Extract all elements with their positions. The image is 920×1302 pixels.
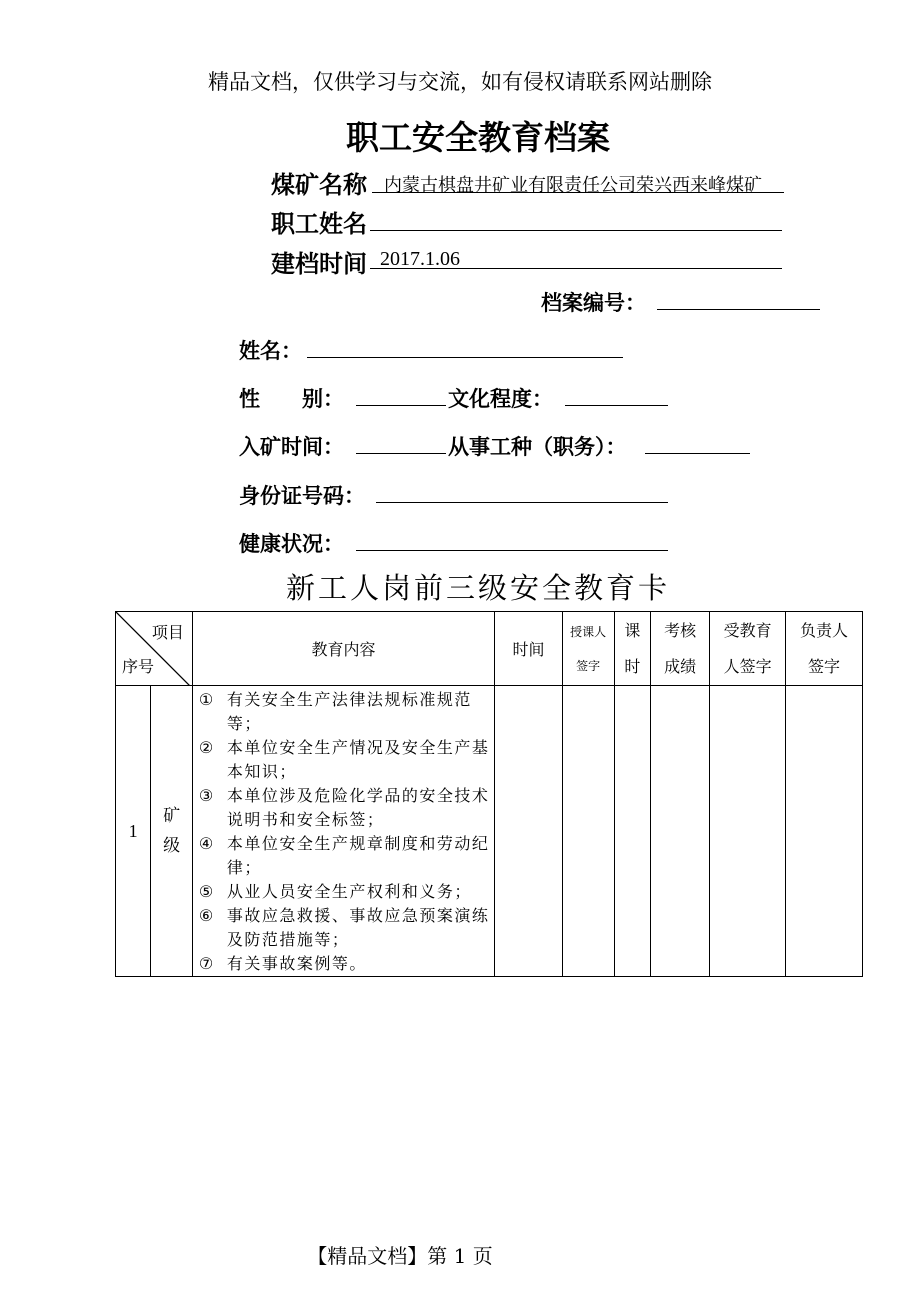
content-item-text: 有关安全生产法律法规标准规范等； xyxy=(226,690,472,733)
header-exam-line2: 成绩 xyxy=(664,656,697,676)
header-note: 精品文档，仅供学习与交流，如有侵权请联系网站删除 xyxy=(208,70,712,94)
entry-time-field[interactable] xyxy=(356,453,446,454)
cell-hours[interactable] xyxy=(614,686,650,977)
filing-time-underline xyxy=(370,268,782,269)
health-field[interactable] xyxy=(356,550,668,551)
cell-exam-score[interactable] xyxy=(651,686,710,977)
content-list xyxy=(199,688,490,976)
header-exam-line1: 考核 xyxy=(664,620,697,640)
archive-no-field[interactable] xyxy=(657,309,820,310)
header-trainee-line1: 受教育 xyxy=(723,620,772,640)
content-item xyxy=(199,880,490,904)
row-seq: 1 xyxy=(116,686,151,977)
content-item-text: 本单位涉及危险化学品的安全技术说明书和安全标签； xyxy=(226,786,490,829)
header-owner-line1: 负责人 xyxy=(800,620,849,640)
content-item-number: ④ xyxy=(198,834,215,853)
cell-trainee-sign[interactable] xyxy=(710,686,786,977)
content-item-text: 事故应急救援、事故应急预案演练及防范措施等； xyxy=(226,906,490,949)
table-row xyxy=(116,686,863,977)
header-hours xyxy=(614,612,650,686)
entry-time-label: 入矿时间： xyxy=(239,435,344,459)
education-field[interactable] xyxy=(565,405,668,406)
name-label: 姓名： xyxy=(239,339,302,363)
header-hours-line2: 时 xyxy=(624,656,641,676)
row-level xyxy=(151,686,193,977)
header-exam xyxy=(651,612,710,686)
row-level-line2: 级 xyxy=(163,836,181,856)
archive-no-label: 档案编号： xyxy=(541,291,646,315)
id-number-field[interactable] xyxy=(376,502,668,503)
content-item xyxy=(199,736,490,784)
content-item-number: ① xyxy=(198,690,215,709)
content-item-number: ③ xyxy=(198,786,215,805)
content-item-text: 本单位安全生产规章制度和劳动纪律； xyxy=(226,834,490,877)
health-label: 健康状况： xyxy=(239,532,344,556)
content-item-number: ⑥ xyxy=(198,906,215,925)
header-teacher-line1: 授课人 xyxy=(570,624,607,639)
worker-name-field[interactable] xyxy=(370,230,782,231)
header-time: 时间 xyxy=(495,612,563,686)
cell-owner-sign[interactable] xyxy=(786,686,863,977)
cell-time[interactable] xyxy=(495,686,563,977)
header-trainee-line2: 人签字 xyxy=(723,656,772,676)
content-item xyxy=(199,904,490,952)
job-field[interactable] xyxy=(645,453,750,454)
id-number-label: 身份证号码： xyxy=(239,484,365,508)
filing-time-value: 2017.1.06 xyxy=(380,248,460,270)
content-item-text: 本单位安全生产情况及安全生产基本知识； xyxy=(226,738,490,781)
header-content: 教育内容 xyxy=(192,612,494,686)
filing-time-label: 建档时间 xyxy=(271,250,367,278)
content-item xyxy=(199,784,490,832)
job-label: 从事工种（职务）： xyxy=(448,435,627,459)
content-item xyxy=(199,952,490,976)
gender-label: 性 别： xyxy=(239,387,344,411)
header-item: 项目 xyxy=(151,623,184,642)
education-label: 文化程度： xyxy=(448,387,553,411)
gender-field[interactable] xyxy=(356,405,446,406)
page-footer: 【精品文档】第 1 页 xyxy=(307,1244,493,1268)
card-title: 新工人岗前三级安全教育卡 xyxy=(285,571,670,605)
mine-name-value: 内蒙古棋盘井矿业有限责任公司荣兴西来峰煤矿 xyxy=(384,175,762,196)
row-level-line1: 矿 xyxy=(163,806,181,826)
content-item-text: 从业人员安全生产权利和义务； xyxy=(226,882,472,901)
education-card-table xyxy=(115,611,863,977)
header-owner-line2: 签字 xyxy=(808,656,841,676)
header-hours-line1: 课 xyxy=(624,620,641,640)
content-item-text: 有关事故案例等。 xyxy=(226,954,367,973)
worker-name-label: 职工姓名 xyxy=(271,210,367,238)
page-title: 职工安全教育档案 xyxy=(346,118,610,157)
header-item-seq-cell xyxy=(116,612,193,686)
content-item-number: ⑤ xyxy=(198,882,215,901)
row-content xyxy=(192,686,494,977)
header-teacher-line2: 签字 xyxy=(576,658,601,673)
mine-name-underline xyxy=(372,192,784,193)
mine-name-label: 煤矿名称 xyxy=(271,171,367,199)
header-trainee xyxy=(710,612,786,686)
content-item xyxy=(199,688,490,736)
header-teacher xyxy=(562,612,614,686)
content-item xyxy=(199,832,490,880)
header-seq: 序号 xyxy=(122,657,155,676)
cell-teacher-sign[interactable] xyxy=(562,686,614,977)
content-item-number: ② xyxy=(198,738,215,757)
content-item-number: ⑦ xyxy=(198,954,215,973)
name-field[interactable] xyxy=(307,357,623,358)
header-owner xyxy=(786,612,863,686)
